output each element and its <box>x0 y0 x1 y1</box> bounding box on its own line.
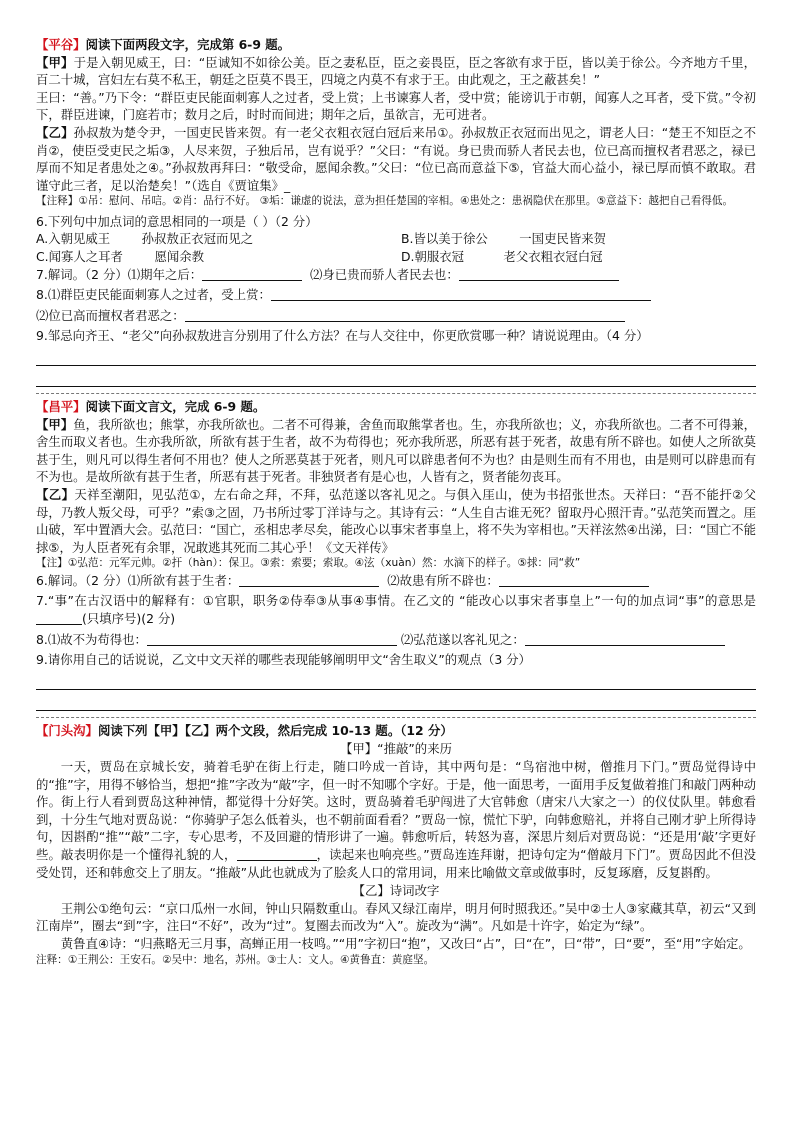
passage-label: 【乙】 <box>36 124 74 140</box>
question-8 <box>36 631 756 649</box>
passage-jia <box>36 416 756 486</box>
question-text: 7.解词。（2 分）⑴期年之后： <box>36 266 203 282</box>
passage-text: 孙叔敖为楚令尹，一国吏民皆来贺。有一老父衣粗衣冠白冠后来吊①。孙叔敖正衣冠而出见之，谓老人曰：“楚王不知臣之不肖②，使臣受吏民之垢③，人尽来贺，子独后吊，岂有说乎？”父曰：“有说。身已贵而骄人者民去也，位已高而擅权者君恶之，禄已厚而不知足者患处之④。”孙叔敖再拜曰：“敬受命，愿闻余教。”父曰：“位已高而意益下⑤，官益大而心益小，禄已厚而慎不敢取。君谨守此三者，足以治楚矣！”（选自《贾谊集》_ <box>36 124 756 193</box>
question-text: 7.“事”在古汉语中的解释有：①官职，职务②侍奉③从事④事情。在乙文的 “能改心以事宋者事皇上”一句的加点词“事”的意思是 <box>36 593 756 609</box>
option-d: D.朝服衣冠 老父衣粗衣冠白冠 <box>401 249 603 265</box>
section-title: 阅读下面文言文，完成 6-9 题。 <box>85 399 266 414</box>
question-6-options <box>36 230 756 265</box>
answer-line[interactable] <box>36 375 756 387</box>
passage-text: 天祥至潮阳，见弘范①，左右命之拜，不拜，弘范遂以客礼见之。与俱入厓山，使为书招张世杰。天祥曰：“吾不能扞②父母，乃教人叛父母，可乎？”索③之固，乃书所过零丁洋诗与之。其诗有云：“人生自古谁无死？留取丹心照汗青。”弘范笑而置之。厓山破，军中置酒大会。弘范曰：“国亡，丞相忠孝尽矣，能改心以事宋者事皇上，将不失为宰相也。”天祥泫然④出涕，曰：“国亡不能捄⑤，为人臣者死有余罪，况敢逃其死而二其心乎！《文天祥传》 <box>36 486 757 555</box>
section-heading <box>36 398 756 416</box>
passage-jia-title: 【甲】“推敲”的来历 <box>340 741 452 757</box>
section-title: 阅读下列【甲】【乙】两个文段，然后完成 10-13 题。（12 分） <box>97 722 453 738</box>
region-tag: 【平谷】 <box>36 37 86 52</box>
section-title: 阅读下面两段文字，完成第 6-9 题。 <box>85 37 291 52</box>
passage-yi-continued: 黄鲁直④诗：“归燕略无三月事，高蝉正用一枝鸣。”“用”字初曰“抱”，又改曰“占”，曰“在”，曰“带”，曰“要”，至“用”字始定。 <box>60 935 751 951</box>
answer-blank[interactable] <box>185 308 625 322</box>
section-heading <box>36 722 756 740</box>
answer-blank[interactable] <box>459 267 619 281</box>
region-tag: 【门头沟】 <box>36 722 98 738</box>
answer-blank[interactable] <box>147 632 397 646</box>
question-text: 8.⑴群臣吏民能面刺寡人之过者，受上赏： <box>36 287 271 303</box>
answer-blank[interactable] <box>271 287 651 301</box>
passage-text: ，读起来也响亮些。”贾岛连连拜谢，把诗句定为“僧敲月下门”。贾岛因此不但没受处罚，还和韩愈交上了朋友。“推敲”从此也就成为了脍炙人口的常用词，用来比喻做文章或做事时，反复琢磨，反复斟酌。 <box>36 846 757 880</box>
passage-label: 【甲】 <box>36 54 74 70</box>
annotation-note: 注释：①王荆公：王安石。②吴中：地名，苏州。③士人：文人。④黄鲁直：黄庭坚。 <box>36 953 435 966</box>
question-text: ⑵弘范遂以客礼见之： <box>400 631 525 647</box>
answer-blank[interactable] <box>525 632 725 646</box>
question-8b <box>36 307 756 325</box>
answer-blank[interactable] <box>237 847 317 861</box>
passage-yi <box>36 124 756 194</box>
answer-blank[interactable] <box>499 573 649 587</box>
answer-blank[interactable] <box>239 573 379 587</box>
passage-jia <box>36 54 756 89</box>
passage-text: 于是入朝见威王，曰：“臣诚知不如徐公美。臣之妻私臣，臣之妾畏臣，臣之客欲有求于臣，皆以美于徐公。今齐地方千里，百二十城，宫妇左右莫不私王，朝廷之臣莫不畏王，四境之内莫不有求于王。由此观之，王之蔽甚矣！” <box>36 54 757 88</box>
question-8a <box>36 286 756 304</box>
section-heading <box>36 36 756 54</box>
option-c: C.闻寡人之耳者 愿闻余教 <box>36 249 205 265</box>
answer-blank[interactable] <box>202 267 302 281</box>
passage-yi: 王荆公①绝句云：“京口瓜州一水间，钟山只隔数重山。春风又绿江南岸，明月何时照我还。”吴中②士人③家藏其草，初云“又到江南岸”，圈去“到”字，注曰“不好”，改为“过”。复圈去而改为“入”。旋改为“满”。凡如是十许字，始定为“绿”。 <box>36 900 756 934</box>
passage-yi-title: 【乙】诗词改字 <box>352 883 440 899</box>
section-mentougou <box>36 722 756 968</box>
question-6 <box>36 572 756 590</box>
annotation-note: 【注】①弘范：元军元帅。②扞（hàn）：保卫。③索：索要；索取。④泫（xuàn）然：水滴下的样子。⑤捄：同“救” <box>36 557 581 570</box>
worksheet-page <box>36 36 756 968</box>
region-tag: 【昌平】 <box>36 399 86 414</box>
question-text: ⑵位已高而擅权者君恶之： <box>36 307 185 323</box>
annotation-note: 【注释】①吊：慰问、吊唁。②肖：品行不好。 ③垢：谦虚的说法，意为担任楚国的宰相。④患处之：患祸隐伏在那里。⑤意益下：越把自己看得低。 <box>36 195 734 208</box>
section-changping <box>36 398 756 711</box>
passage-label: 【乙】 <box>36 486 75 502</box>
question-text: ⑵身已贵而骄人者民去也： <box>310 266 459 282</box>
answer-line[interactable] <box>36 354 756 366</box>
question-7 <box>36 592 756 627</box>
passage-yi <box>36 486 756 556</box>
answer-line[interactable] <box>36 678 756 690</box>
passage-label: 【甲】 <box>36 416 74 432</box>
answer-blank[interactable] <box>36 611 82 625</box>
question-9: 9.请你用自己的话说说，乙文中文天祥的哪些表现能够阐明甲文“舍生取义”的观点（3 分） <box>36 652 531 668</box>
passage-text: 鱼，我所欲也；熊掌，亦我所欲也。二者不可得兼，舍鱼而取熊掌者也。生，亦我所欲也；义，亦我所欲也。二者不可得兼，舍生而取义者也。生亦我所欲，所欲有甚于生者，故不为苟得也；死亦我所恶，所恶有甚于死者，故患有所不辟也。如使人之所欲莫甚于生，则凡可以得生者何不用也？使人之所恶莫甚于死者，则凡可以辟患者何不为也？由是则生而有不用也，由是则可以辟患而有不为也。是故所欲有甚于生者，所恶有甚于死者。非独贤者有是心也，人皆有之，贤者能勿丧耳。 <box>36 416 757 485</box>
section-divider <box>36 717 756 718</box>
option-b: B.皆以美于徐公 一国吏民皆来贺 <box>401 231 607 247</box>
question-text: (只填序号)(2 分) <box>82 611 176 627</box>
question-text: 6.解词。（2 分）⑴所欲有甚于生者： <box>36 572 240 588</box>
question-text: ⑵故患有所不辟也： <box>387 572 499 588</box>
passage-text: 一天，贾岛在京城长安，骑着毛驴在街上行走，随口吟成一首诗，其中两句是：“鸟宿池中树，僧推月下门。”贾岛觉得诗中的“推”字，用得不够恰当，想把“推”字改为“敲”字，但一时不知哪个字好。于是，他一面思考，一面用手反复做着推门和敲门两种动作。街上行人看到贾岛这种神情，都觉得十分好笑。这时，贾岛骑着毛驴闯进了大官韩愈（唐宋八大家之一）的仪仗队里。韩愈看到，十分生气地对贾岛说：“你骑驴子怎么低着头，也不朝前面看看？”贾岛一惊，慌忙下驴，向韩愈赔礼，并将自己刚才驴上所得诗句，因斟酌“推”“敲”二字，专心思考，不及回避的情形讲了一遍。韩愈听后，转怒为喜，深思片刻后对贾岛说：“还是用‘敲’字更好些。敲表明你是一个懂得礼貌的人， <box>36 759 756 862</box>
question-6: 6.下列句中加点词的意思相同的一项是（ ）（2 分） <box>36 213 318 229</box>
question-9: 9.邹忌向齐王、“老父”向孙叔敖进言分别用了什么方法？在与人交往中，你更欣赏哪一种？请说说理由。（4 分） <box>36 328 649 344</box>
passage-jia <box>36 758 756 881</box>
section-pinggu <box>36 36 756 387</box>
passage-jia-continued: 王曰：“善。”乃下令：“群臣吏民能面刺寡人之过者，受上赏；上书谏寡人者，受中赏；能谤讥于市朝，闻寡人之耳者，受下赏。”令初下，群臣进谏，门庭若市；数月之后，时时而间进；期年之后，虽欲言，无可进者。 <box>36 89 756 123</box>
question-7 <box>36 266 756 284</box>
section-divider <box>36 393 756 394</box>
option-a: A.入朝见威王 孙叔敖正衣冠而见之 <box>36 231 254 247</box>
question-text: 8.⑴故不为苟得也： <box>36 631 147 647</box>
answer-line[interactable] <box>36 699 756 711</box>
